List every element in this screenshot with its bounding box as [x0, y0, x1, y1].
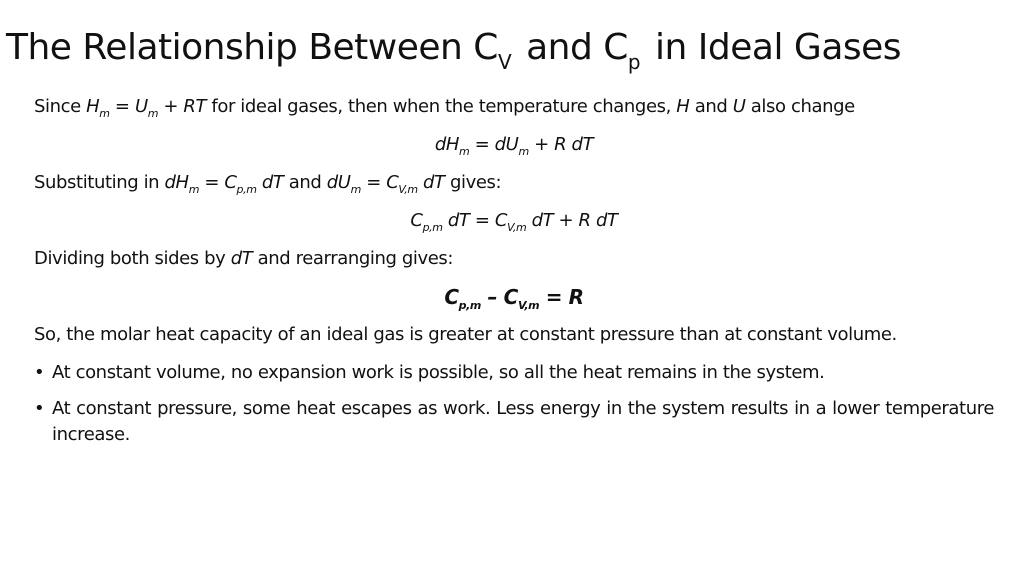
title-subscript-p: p: [627, 50, 641, 74]
equation-result: $C_{p,m} - C_{V,m} = R$: [444, 285, 584, 312]
bullet-text: At constant pressure, some heat escapes as work. Less energy in the system results in a lower temperature increase.: [52, 398, 994, 445]
bullet-item-constant-volume: [34, 356, 994, 394]
equation-dh: $dH_m = dU_m + R$ dT: [434, 134, 594, 158]
text-line-dividing: Dividing both sides by dT and rearranging gives:: [34, 248, 454, 269]
bullet-text: At constant volume, no expansion work is possible, so all the heat remains in the system.: [52, 362, 825, 383]
equation-cp-dt: $C_{p,m}$ dT = $C_{V,m}$ dT + R dT: [410, 210, 618, 234]
text-line-since: Since $H_m = U_m$ + RT for ideal gases, then when the temperature changes, H and U also change: [34, 96, 855, 120]
bullet-item-constant-pressure: [34, 396, 994, 448]
bullet-icon: •: [34, 398, 45, 419]
text-line-conclusion: So, the molar heat capacity of an ideal gas is greater at constant pressure than at constant volume.: [34, 324, 897, 345]
slide-body: [34, 90, 994, 448]
text-line-substituting: Substituting in $dH_m = C_{p,m}$ dT and $dU_m = C_{V,m}$ dT gives:: [34, 172, 502, 196]
title-subscript-v: V: [497, 50, 512, 74]
slide-title: The Relationship Between $C_V$ and $C_p$ in Ideal Gases: [6, 27, 902, 74]
bullet-icon: •: [34, 362, 45, 383]
